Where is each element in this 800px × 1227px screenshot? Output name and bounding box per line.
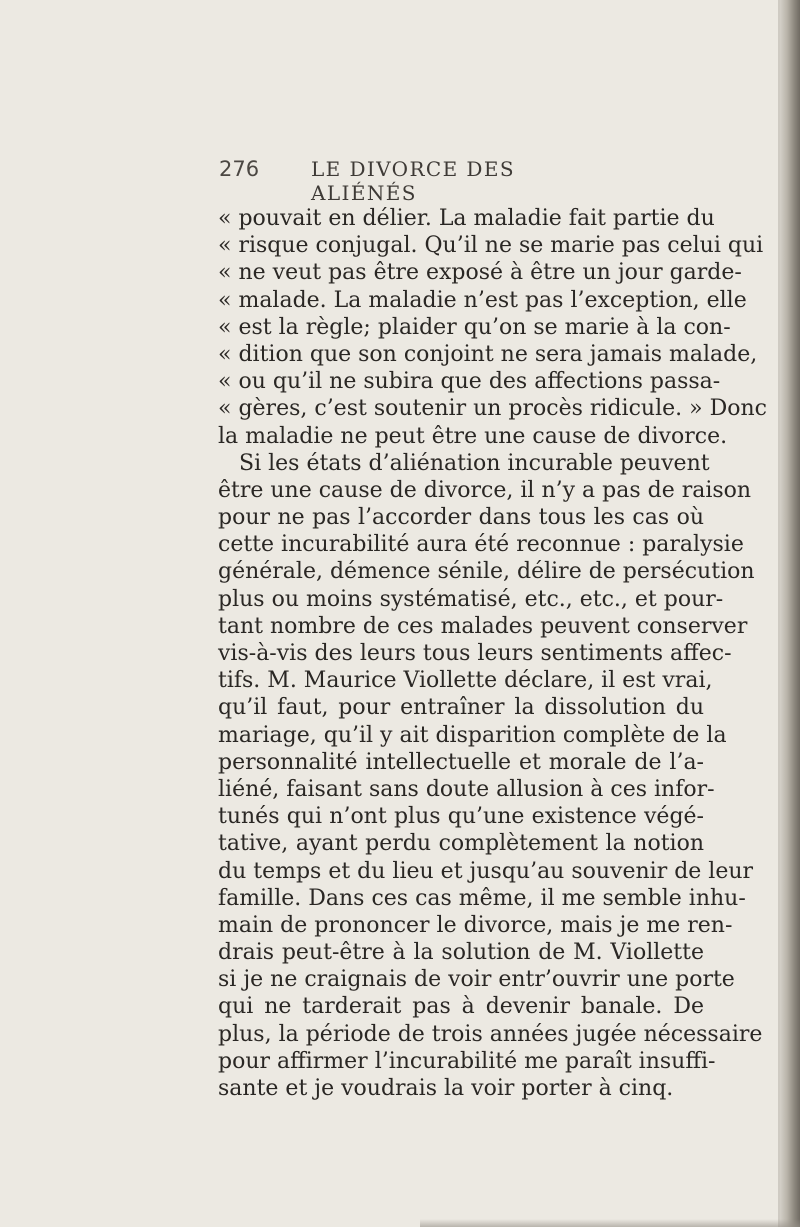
- text-line: « gères, c’est soutenir un procès ridicule. » Donc: [218, 396, 767, 422]
- text-line: générale, démence sénile, délire de persécution: [218, 559, 755, 585]
- text-line: liéné, faisant sans doute allusion à ces infor-: [218, 776, 715, 802]
- text-line: être une cause de divorce, il n’y a pas de raison: [218, 477, 752, 503]
- text-line: Si les états d’aliénation incurable peuvent: [239, 450, 710, 476]
- running-head: LE DIVORCE DES ALIÉNÉS: [311, 157, 515, 205]
- text-line: « dition que son conjoint ne sera jamais malade,: [218, 341, 758, 367]
- text-line: « ou qu’il ne subira que des affections passa-: [218, 369, 721, 395]
- page-edge-shadow: [780, 0, 800, 1227]
- text-line: « malade. La maladie n’est pas l’exception, elle: [218, 287, 747, 313]
- text-line: la maladie ne peut être une cause de divorce.: [218, 423, 728, 449]
- text-line: main de prononcer le divorce, mais je me ren-: [218, 912, 733, 938]
- text-line: « pouvait en délier. La maladie fait partie du: [218, 206, 715, 231]
- text-line: tant nombre de ces malades peuvent conserver: [218, 613, 748, 639]
- text-line: « est la règle; plaider qu’on se marie à la con-: [218, 314, 731, 340]
- text-line: famille. Dans ces cas même, il me semble inhu-: [218, 885, 746, 911]
- page-number: 276: [219, 157, 260, 181]
- bottom-edge-shadow: [420, 1219, 800, 1227]
- text-line: cette incurabilité aura été reconnue : paralysie: [218, 532, 744, 558]
- text-line: du temps et du lieu et jusqu’au souvenir de leur: [218, 858, 754, 884]
- text-line: tifs. M. Maurice Viollette déclare, il est vrai,: [218, 668, 713, 694]
- text-line: « ne veut pas être exposé à être un jour garde-: [218, 260, 742, 286]
- text-line: pour ne pas l’accorder dans tous les cas où: [218, 505, 704, 531]
- text-line: si je ne craignais de voir entr’ouvrir une porte: [218, 967, 735, 993]
- text-line: qu’il faut, pour entraîner la dissolution du: [218, 695, 704, 721]
- text-line: qui ne tarderait pas à devenir banale. De: [218, 994, 704, 1020]
- text-line: vis-à-vis des leurs tous leurs sentiments affec-: [218, 641, 732, 666]
- body-text: [218, 205, 767, 1102]
- text-line: drais peut-être à la solution de M. Viollette: [218, 940, 704, 966]
- text-line: sante et je voudrais la voir porter à cinq.: [218, 1076, 674, 1101]
- text-line: plus, la période de trois années jugée nécessaire: [218, 1021, 763, 1047]
- text-line: mariage, qu’il y ait disparition complète de la: [218, 722, 727, 748]
- text-line: tative, ayant perdu complètement la notion: [218, 831, 704, 857]
- text-line: plus ou moins systématisé, etc., etc., et pour-: [218, 586, 724, 612]
- text-line: pour affirmer l’incurabilité me paraît insuffi-: [218, 1048, 716, 1074]
- page-header: [219, 157, 619, 205]
- text-line: tunés qui n’ont plus qu’une existence végé-: [218, 804, 704, 830]
- text-line: « risque conjugal. Qu’il ne se marie pas celui qui: [218, 233, 764, 259]
- text-line: personnalité intellectuelle et morale de l’a-: [218, 749, 704, 775]
